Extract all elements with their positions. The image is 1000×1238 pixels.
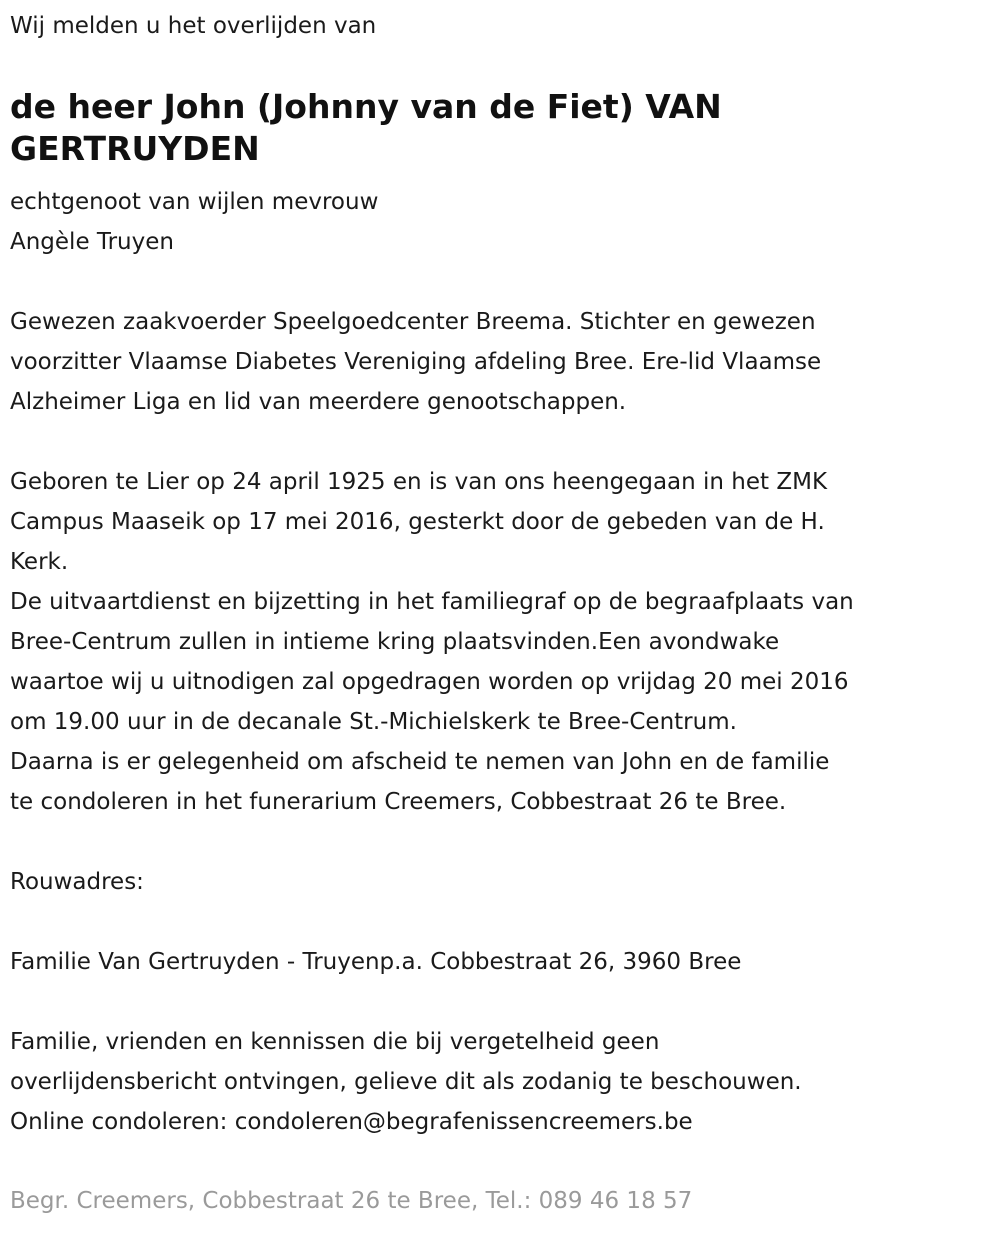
funeral-home-footer: Begr. Creemers, Cobbestraat 26 te Bree, Tel.: 089 46 18 57 [10, 1188, 693, 1214]
rouwadres-address [10, 942, 995, 982]
career-line: Gewezen zaakvoerder Speelgoedcenter Breema. Stichter en gewezen [10, 309, 816, 335]
obituary-body [10, 302, 995, 1142]
funeral-line: De uitvaartdienst en bijzetting in het familiegraf op de begraafplaats van [10, 589, 854, 615]
paragraph-spacer [10, 822, 995, 862]
birth-death-paragraph [10, 462, 995, 582]
deceased-name-line-2: GERTRUYDEN [10, 129, 260, 168]
funeral-paragraph [10, 582, 995, 822]
funeral-line: te condoleren in het funerarium Creemers, Cobbestraat 26 te Bree. [10, 789, 787, 815]
rouwadres-label [10, 862, 995, 902]
birth-death-line: Campus Maaseik op 17 mei 2016, gesterkt door de gebeden van de H. [10, 509, 825, 535]
spouse-line-2: Angèle Truyen [10, 229, 174, 255]
paragraph-spacer [10, 422, 995, 462]
deceased-name [10, 86, 910, 170]
birth-death-line: Kerk. [10, 549, 69, 575]
paragraph-spacer [10, 982, 995, 1022]
funeral-line: waartoe wij u uitnodigen zal opgedragen worden op vrijdag 20 mei 2016 [10, 669, 849, 695]
intro-text: Wij melden u het overlijden van [10, 13, 377, 39]
closing-paragraph [10, 1022, 995, 1142]
funeral-line: om 19.00 uur in de decanale St.-Michielskerk te Bree-Centrum. [10, 709, 737, 735]
paragraph-spacer [10, 902, 995, 942]
condolence-email-line: Online condoleren: condoleren@begrafenissencreemers.be [10, 1109, 693, 1135]
rouwadres-address-text: Familie Van Gertruyden - Truyenp.a. Cobbestraat 26, 3960 Bree [10, 949, 742, 975]
closing-line: Familie, vrienden en kennissen die bij vergetelheid geen [10, 1029, 660, 1055]
career-paragraph [10, 302, 995, 422]
rouwadres-label-text: Rouwadres: [10, 869, 144, 895]
birth-death-line: Geboren te Lier op 24 april 1925 en is van ons heengegaan in het ZMK [10, 469, 828, 495]
closing-line: overlijdensbericht ontvingen, gelieve dit als zodanig te beschouwen. [10, 1069, 802, 1095]
funeral-line: Bree-Centrum zullen in intieme kring plaatsvinden.Een avondwake [10, 629, 780, 655]
spouse-line-1: echtgenoot van wijlen mevrouw [10, 189, 379, 215]
spouse-info [10, 182, 378, 262]
career-line: Alzheimer Liga en lid van meerdere genootschappen. [10, 389, 627, 415]
deceased-name-line-1: de heer John (Johnny van de Fiet) VAN [10, 87, 722, 126]
career-line: voorzitter Vlaamse Diabetes Vereniging afdeling Bree. Ere-lid Vlaamse [10, 349, 822, 375]
funeral-line: Daarna is er gelegenheid om afscheid te nemen van John en de familie [10, 749, 830, 775]
